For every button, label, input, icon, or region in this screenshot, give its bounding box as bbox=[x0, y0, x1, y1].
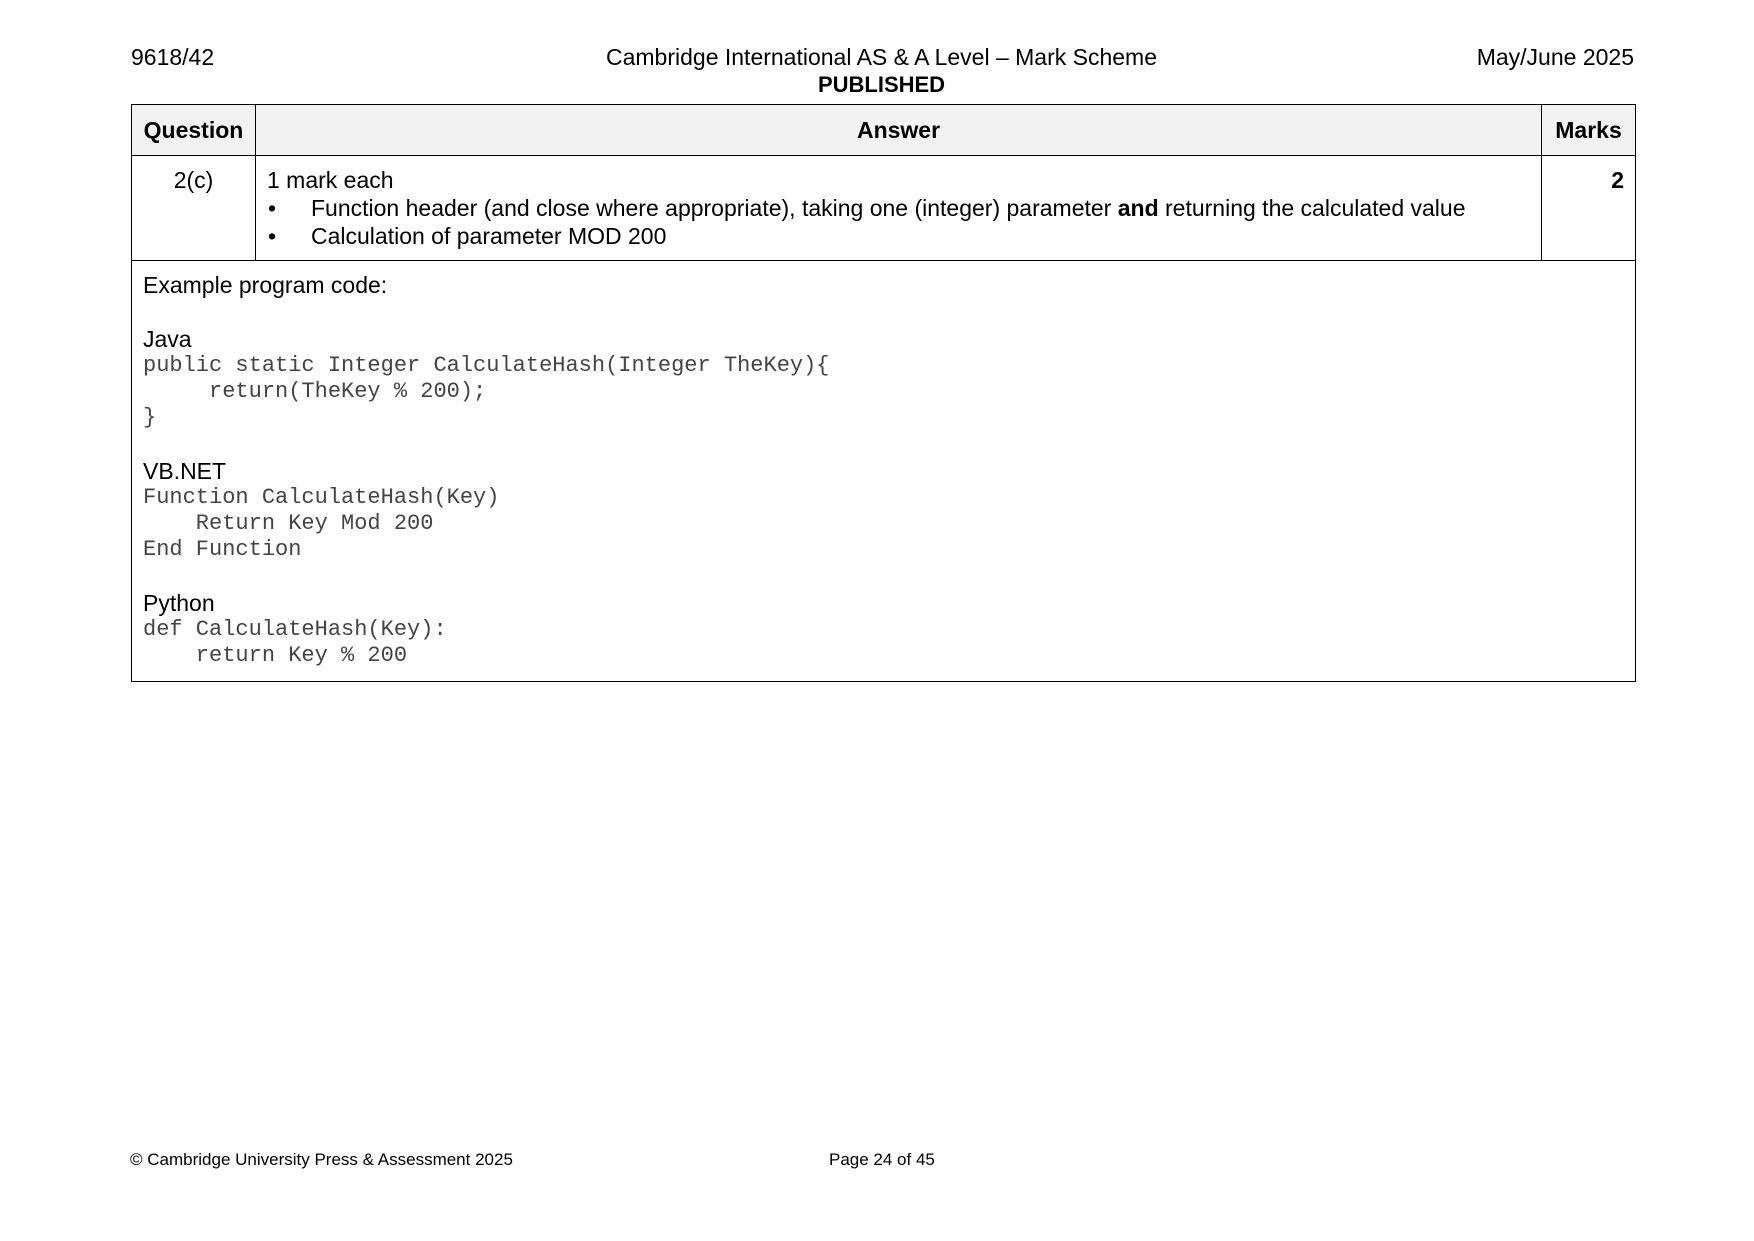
mark-point-2-text: Calculation of parameter MOD 200 bbox=[311, 223, 667, 249]
exam-session: May/June 2025 bbox=[1476, 44, 1634, 70]
marks-column-header: Marks bbox=[1542, 105, 1636, 156]
example-code-cell bbox=[132, 261, 1636, 682]
java-code-block: public static Integer CalculateHash(Integer TheKey){ return(TheKey % 200); } bbox=[143, 353, 830, 430]
mark-point-1-text-end: returning the calculated value bbox=[1158, 195, 1466, 221]
bullet-icon: • bbox=[268, 223, 277, 249]
document-title: Cambridge International AS & A Level – Mark Scheme bbox=[605, 44, 1158, 70]
java-label: Java bbox=[143, 326, 192, 352]
published-label: PUBLISHED bbox=[817, 72, 946, 97]
page-number: Page 24 of 45 bbox=[829, 1150, 935, 1169]
mark-point-1-text: Function header (and close where appropriate), taking one (integer) parameter bbox=[311, 195, 1118, 221]
list-item bbox=[267, 194, 1531, 222]
list-item bbox=[267, 222, 1531, 250]
answer-column-header: Answer bbox=[256, 105, 1542, 156]
answer-intro: 1 mark each bbox=[267, 167, 394, 193]
copyright-notice: © Cambridge University Press & Assessment 2025 bbox=[130, 1150, 513, 1169]
question-column-header: Question bbox=[132, 105, 256, 156]
example-heading: Example program code: bbox=[143, 272, 388, 298]
question-number: 2(c) bbox=[132, 156, 256, 261]
python-label: Python bbox=[143, 590, 215, 616]
mark-scheme-table bbox=[131, 104, 1636, 682]
table-row bbox=[132, 156, 1636, 261]
marks-value: 2 bbox=[1542, 156, 1636, 261]
vbnet-label: VB.NET bbox=[143, 458, 227, 484]
example-code-row bbox=[132, 261, 1636, 682]
python-code-block: def CalculateHash(Key): return Key % 200 bbox=[143, 617, 447, 668]
bullet-icon: • bbox=[268, 195, 277, 221]
mark-point-1-emphasis: and bbox=[1117, 195, 1159, 221]
answer-cell bbox=[256, 156, 1542, 261]
document-code: 9618/42 bbox=[131, 44, 215, 70]
vbnet-code-block: Function CalculateHash(Key) Return Key Mod 200 End Function bbox=[143, 485, 500, 562]
mark-points-list bbox=[267, 194, 1531, 250]
table-header-row bbox=[132, 105, 1636, 156]
